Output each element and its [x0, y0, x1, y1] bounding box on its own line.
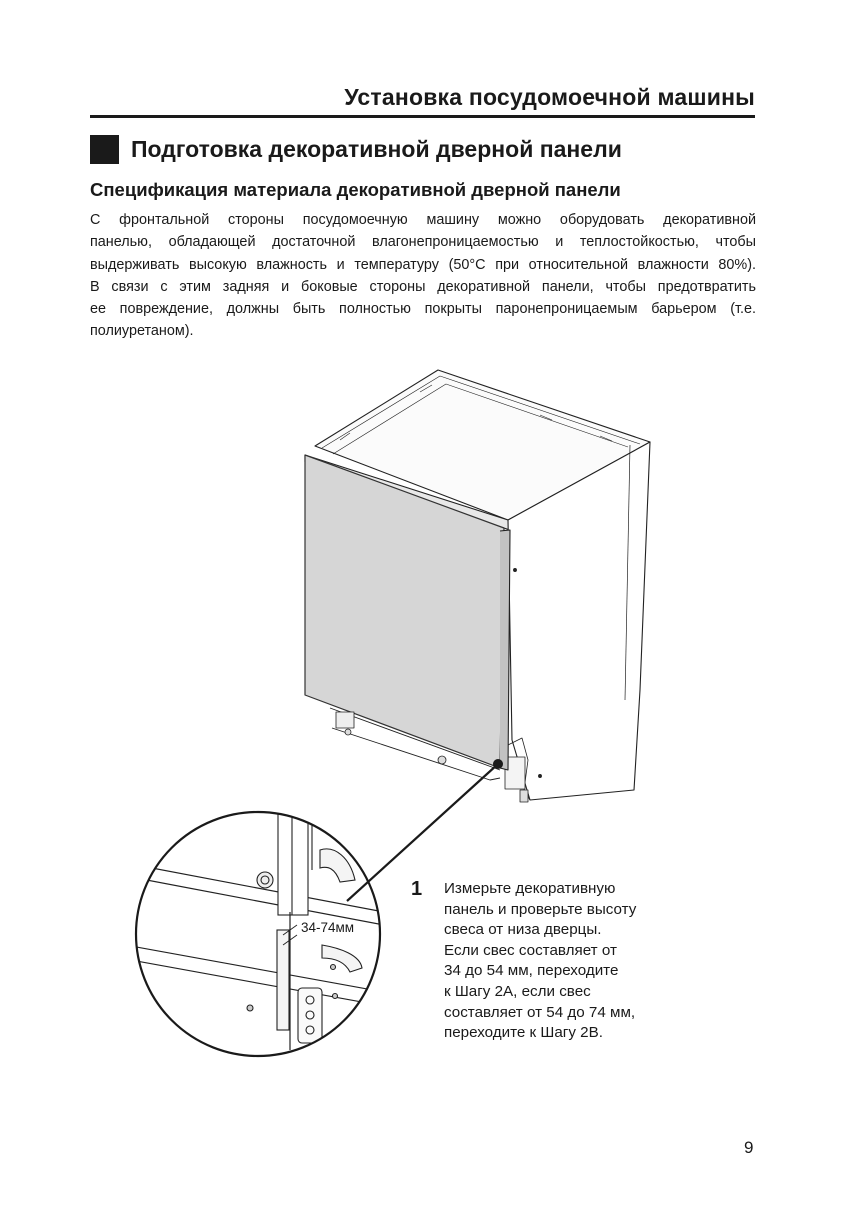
step-line: панель и проверьте высоту	[444, 900, 637, 918]
step-line: Если свес составляет от	[444, 941, 617, 959]
body-line: полиуретаном).	[90, 323, 194, 340]
step-instructions	[444, 879, 694, 1044]
step-line: 34 до 54 мм, переходите	[444, 962, 619, 980]
page-header-title: Установка посудомоечной машины	[344, 84, 755, 110]
body-line: ее повреждение, должны быть полностью покрыты паронепроницаемым барьером (т.е.	[90, 301, 756, 318]
body-line: В связи с этим задняя и боковые стороны декоративной панели, чтобы предотвратить	[90, 278, 756, 295]
step-line: Измерьте декоративную	[444, 880, 616, 897]
body-line: панелью, обладающей достаточной влагонепроницаемостью и теплостойкостью, чтобы	[90, 234, 756, 251]
subsection-title: Спецификация материала декоративной дверной панели	[90, 179, 621, 200]
step-line: составляет от 54 до 74 мм,	[444, 1003, 636, 1021]
body-line: С фронтальной стороны посудомоечную машину можно оборудовать декоративной	[90, 212, 756, 228]
step-line: к Шагу 2А, если свес	[444, 982, 591, 1000]
zoom-detail-circle	[120, 800, 400, 1056]
step-number: 1	[411, 878, 423, 900]
step-line: переходите к Шагу 2В.	[444, 1024, 603, 1042]
dimension-label: 34-74мм	[301, 920, 355, 935]
page-number: 9	[744, 1138, 754, 1157]
dishwasher-drawing	[305, 370, 650, 802]
step-line: свеса от низа дверцы.	[444, 921, 602, 939]
section-title: Подготовка декоративной дверной панели	[131, 136, 622, 162]
body-line: выдерживать высокую влажность и температуру (50°С при относительной влажности 80%).	[90, 256, 756, 273]
